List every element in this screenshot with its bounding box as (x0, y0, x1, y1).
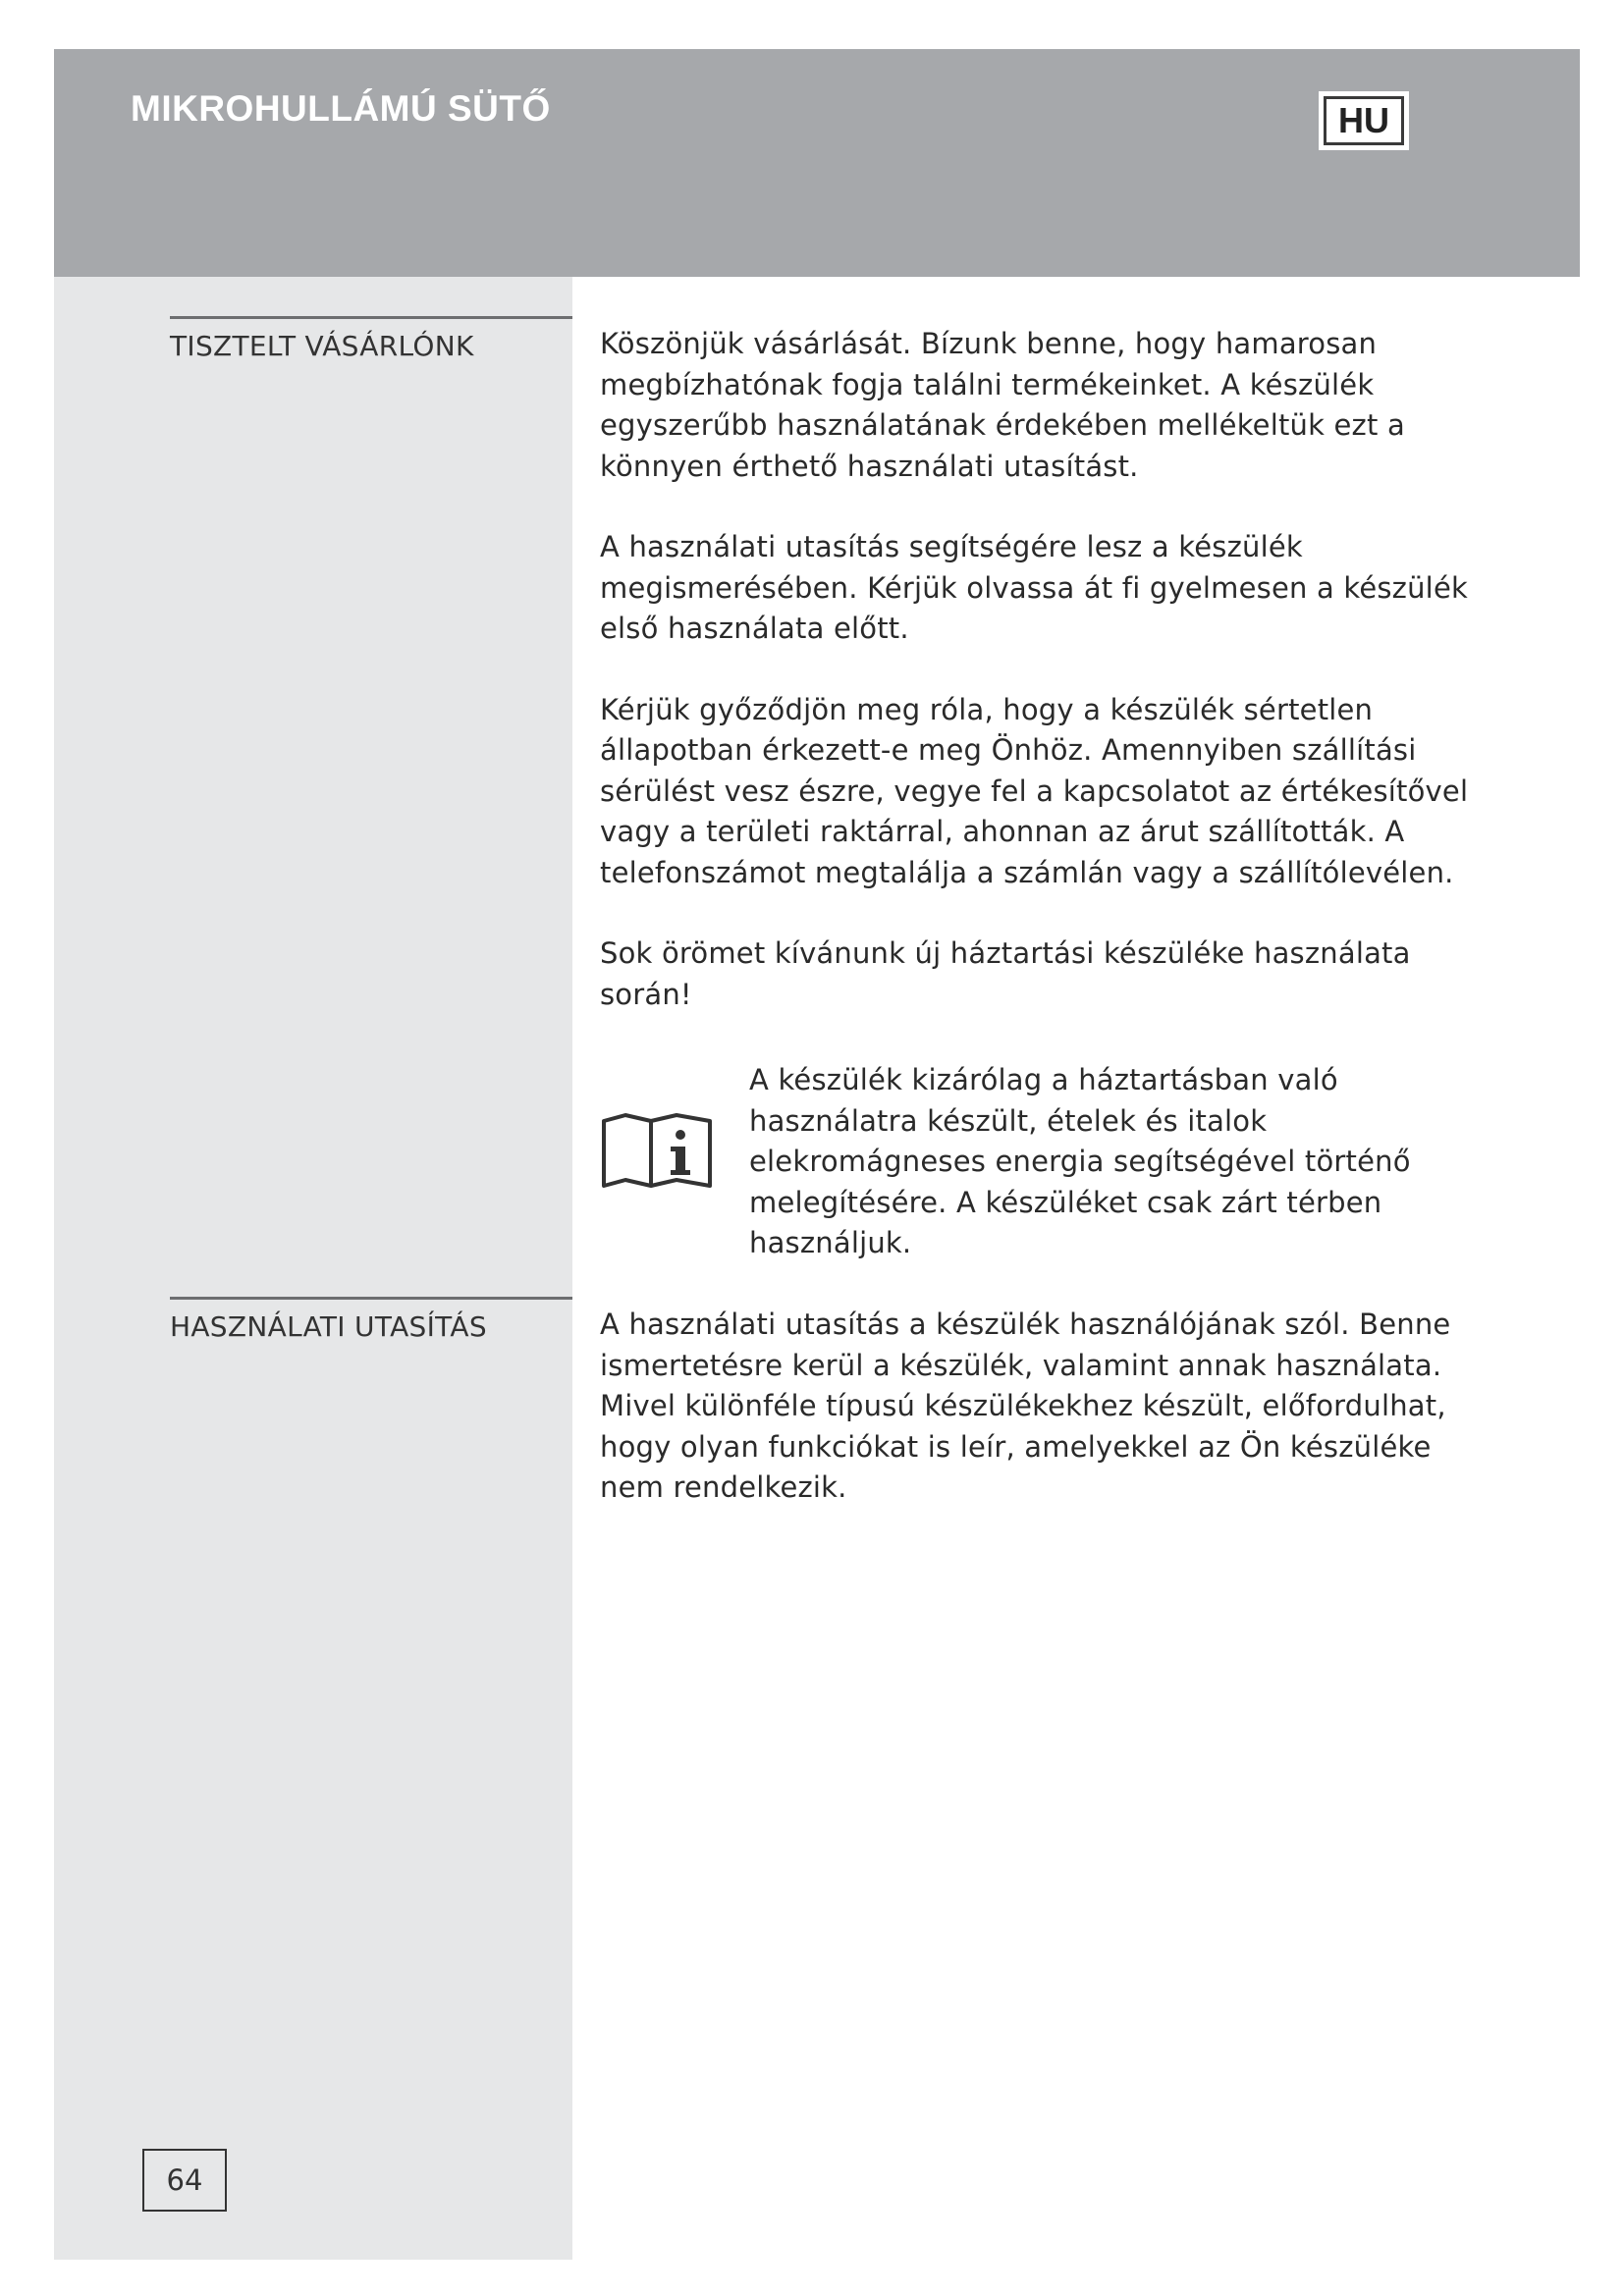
page-number: 64 (142, 2149, 227, 2212)
section-body-user-manual (600, 1305, 1582, 1509)
paragraph: Kérjük győződjön meg róla, hogy a készülék sértetlen állapotban érkezett-e meg Önhöz. Amennyiben szállítási sérülést vesz észre, vegye fel a kapcsolatot az értékesítővel vagy a területi raktárral, ahonnan az árut szállították. A telefonszámot megtalálja a számlán vagy a szállítólevélen. (600, 692, 1469, 889)
manual-info-icon (600, 1111, 714, 1190)
page-header (54, 49, 1580, 277)
sidebar (54, 277, 572, 2260)
section-body-dear-customer (600, 324, 1582, 1015)
usage-note-text-block (749, 1060, 1495, 1264)
section-label-user-manual: HASZNÁLATI UTASÍTÁS (170, 1297, 572, 1347)
section-label-dear-customer: TISZTELT VÁSÁRLÓNK (170, 316, 572, 366)
language-badge (1319, 91, 1409, 150)
language-badge-label: HU (1324, 96, 1404, 145)
usage-note-text: A készülék kizárólag a háztartásban való használatra készült, ételek és italok elekromágneses energia segítségével történő melegítésére. A készüléket csak zárt térben használjuk. (749, 1063, 1411, 1259)
paragraph: A használati utasítás segítségére lesz a készülék megismerésében. Kérjük olvassa át fi gyelmesen a készülék első használata előtt. (600, 530, 1468, 645)
paragraph: Sok örömet kívánunk új háztartási készüléke használata során! (600, 936, 1411, 1011)
page-title: MIKROHULLÁMÚ SÜTŐ (131, 88, 551, 129)
paragraph: A használati utasítás a készülék használójának szól. Benne ismertetésre kerül a készülék, valamint annak használata. Mivel különféle típusú készülékekhez készült, előfordulhat, hogy olyan funkciókat is leír, amelyekkel az Ön készüléke nem rendelkezik. (600, 1308, 1451, 1504)
paragraph: Köszönjük vásárlását. Bízunk benne, hogy hamarosan megbízhatónak fogja találni termékeinket. A készülék egyszerűbb használatának érdekében mellékeltük ezt a könnyen érthető használati utasítást. (600, 327, 1405, 483)
